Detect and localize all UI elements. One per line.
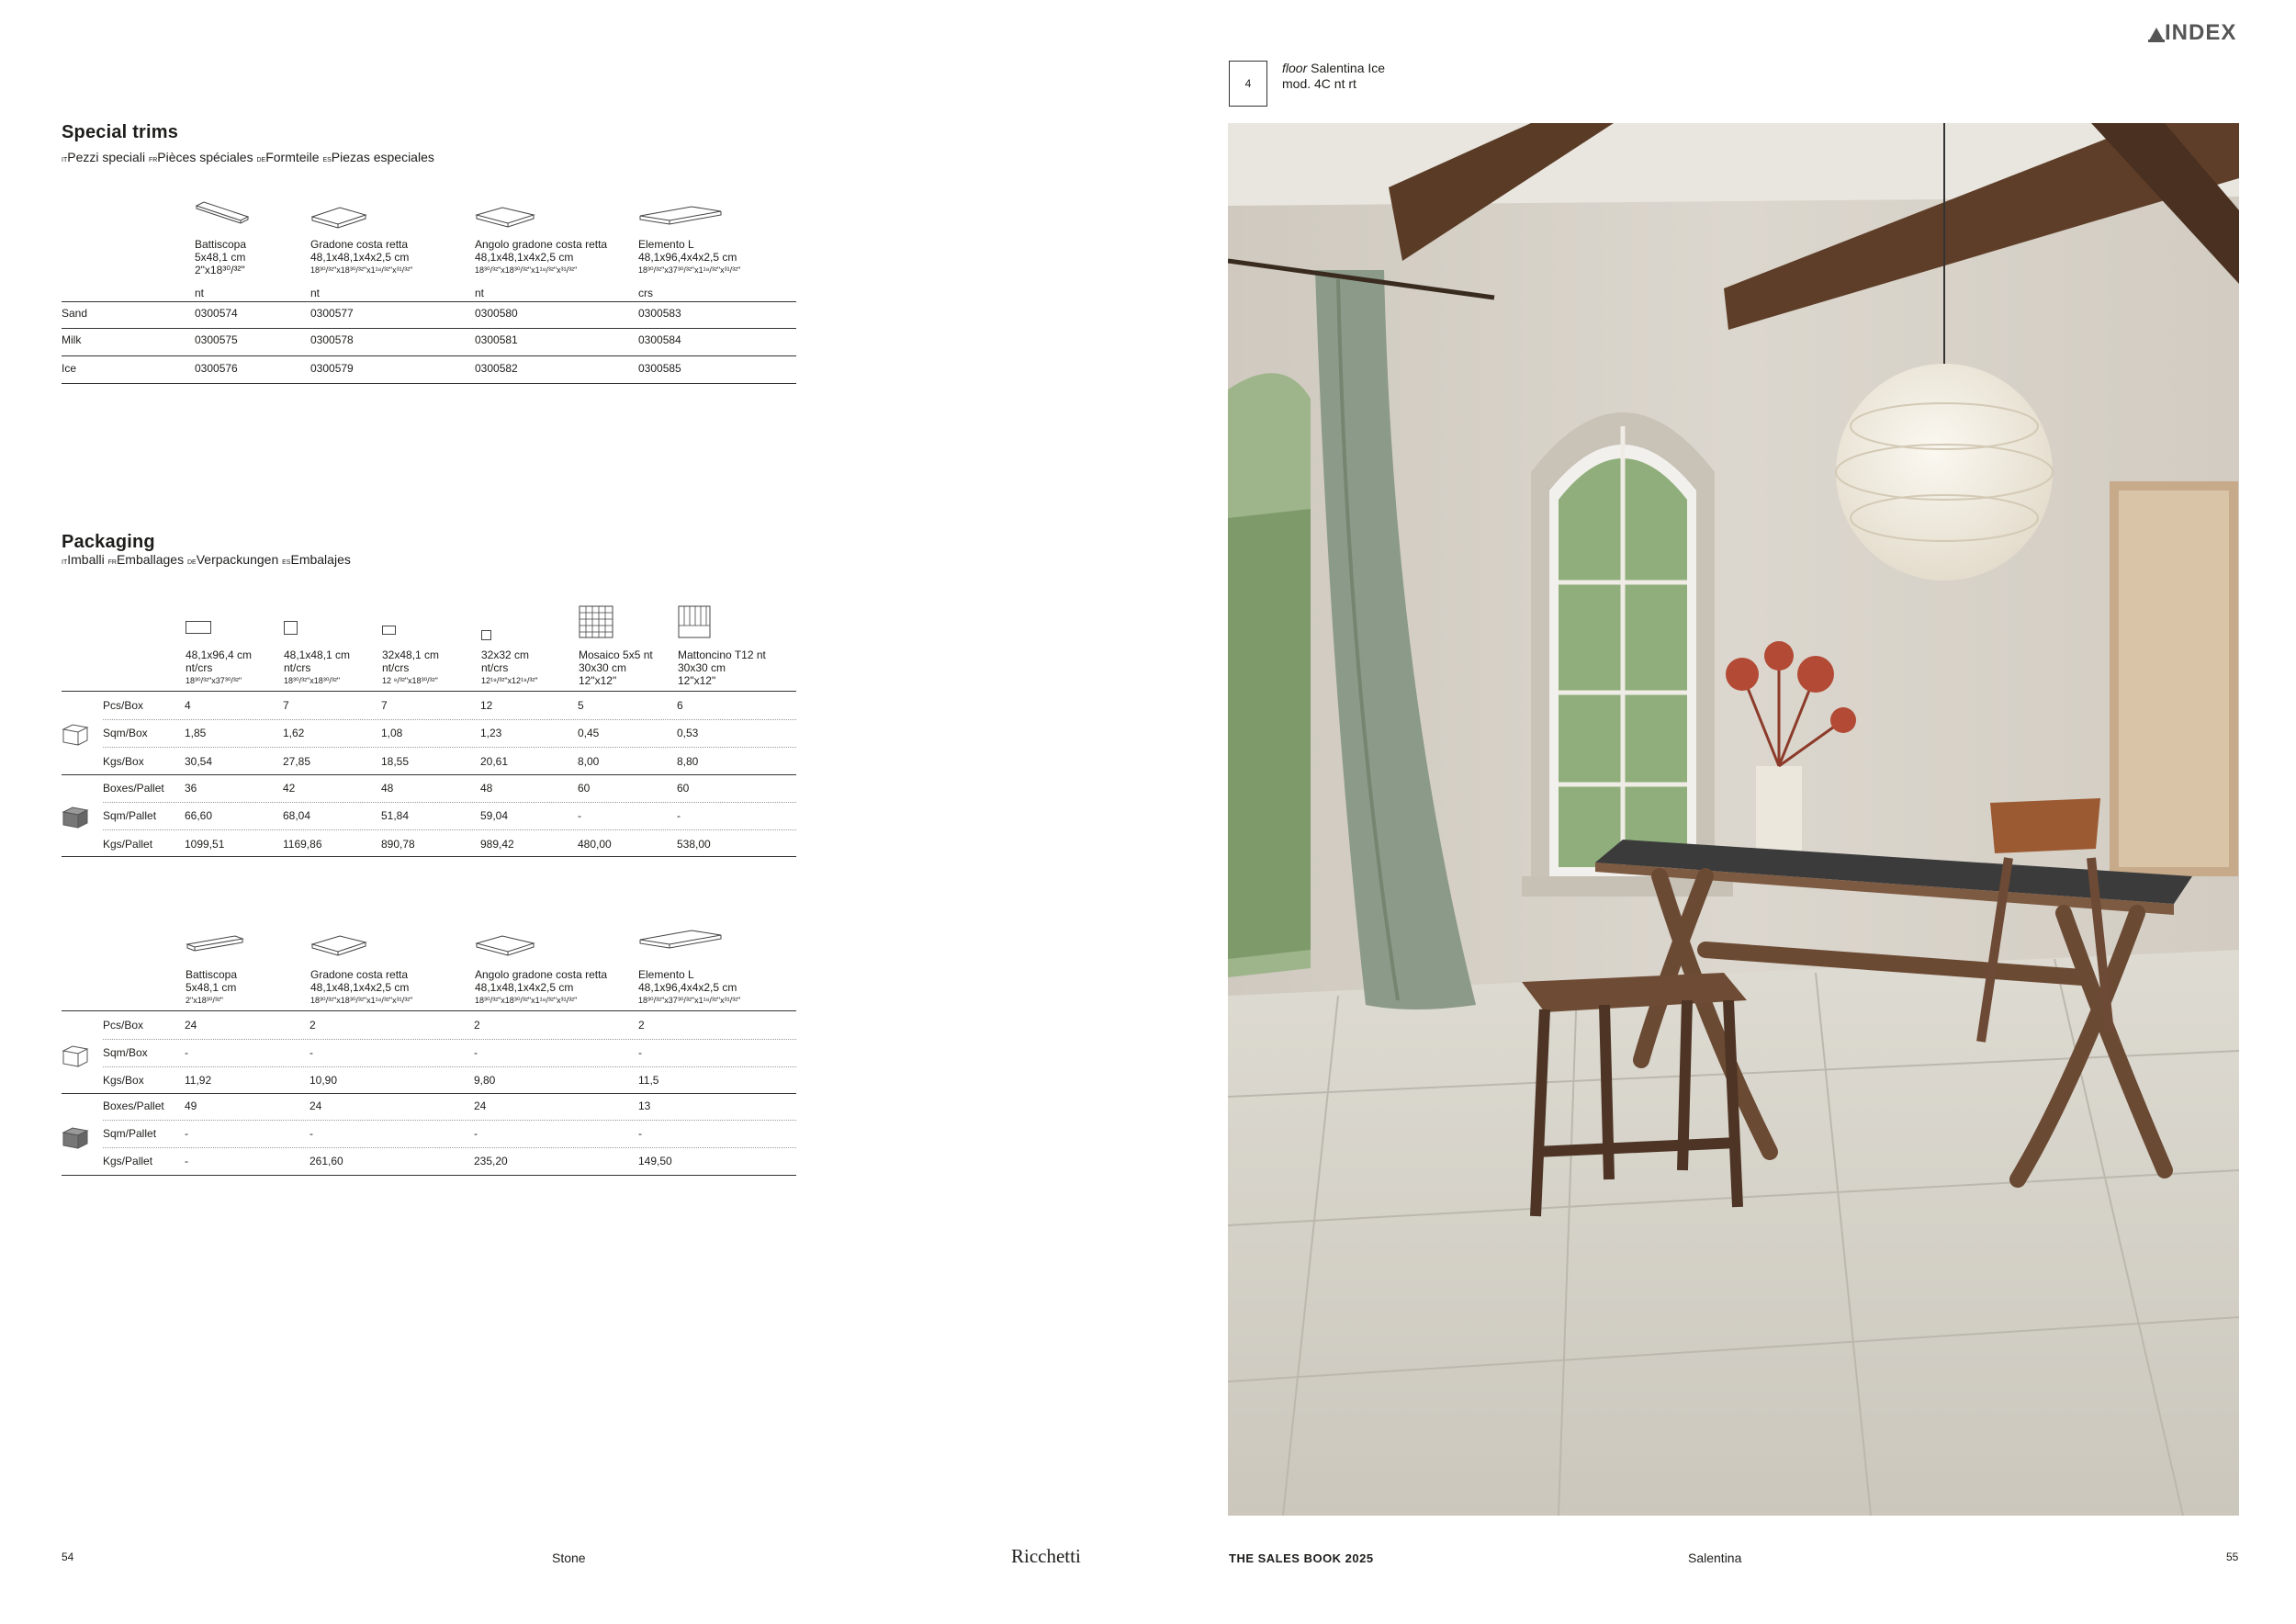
table-rule xyxy=(62,383,796,384)
book-title: THE SALES BOOK 2025 xyxy=(1229,1551,1374,1565)
gradone-icon xyxy=(310,933,367,959)
elemento-l-icon xyxy=(638,928,723,955)
table-row: Milk 0300575 0300578 0300581 0300584 xyxy=(62,333,681,346)
table-row: Sqm/Pallet 66,60 68,04 51,84 59,04 - - xyxy=(103,809,681,822)
photo-caption xyxy=(1282,61,1385,92)
row-divider xyxy=(103,1066,796,1067)
index-link[interactable] xyxy=(2146,20,2243,48)
table-rule xyxy=(62,301,796,302)
format-32x48-icon xyxy=(382,626,396,635)
left-section-name: Stone xyxy=(552,1551,586,1565)
box-icon xyxy=(62,722,89,746)
index-label: INDEX xyxy=(2165,20,2237,45)
table-rule xyxy=(62,1093,796,1094)
angolo-gradone-icon xyxy=(475,933,535,959)
gradone-icon xyxy=(310,204,367,231)
pack-header: 32x48,1 cm nt/crs 12 ⁹/³²"x18³⁰/³²" xyxy=(382,648,440,685)
row-divider xyxy=(103,802,796,803)
trim-finish: nt xyxy=(195,287,205,299)
trim-header-battiscopa: Battiscopa 5x48,1 cm 2"x18³⁰/³²" xyxy=(195,238,247,276)
brand-logo: Ricchetti xyxy=(1011,1545,1081,1567)
interior-photo xyxy=(1228,123,2239,1516)
caption-number-box xyxy=(1229,61,1267,107)
box-icon xyxy=(62,1043,89,1067)
table-row: Sqm/Box 1,85 1,62 1,08 1,23 0,45 0,53 xyxy=(103,727,699,739)
caption-model: mod. 4C nt rt xyxy=(1282,76,1356,91)
left-page-number: 54 xyxy=(62,1551,74,1563)
trim-header-elemento-l: Elemento L 48,1x96,4x4x2,5 cm 18³⁰/³²"x37³⁰/³²"x1¹⁸/³²"x³¹/³²" xyxy=(638,238,741,275)
battiscopa-icon xyxy=(186,933,244,957)
pack-header: 48,1x96,4 cm nt/crs 18³⁰/³²"x37³⁰/³²" xyxy=(186,648,253,685)
pack-header: Mattoncino T12 nt 30x30 cm 12"x12" xyxy=(678,648,766,687)
table-row: Sand 0300574 0300577 0300580 0300583 xyxy=(62,307,681,320)
format-32x32-icon xyxy=(481,630,491,640)
pack-trim-header: Angolo gradone costa retta 48,1x48,1x4x2,5 cm 18³⁰/³²"x18³⁰/³²"x1¹⁸/³²"x³¹/³²" xyxy=(475,968,608,1005)
caption-prefix: floor xyxy=(1282,61,1308,75)
pack-trim-header: Elemento L 48,1x96,4x4x2,5 cm 18³⁰/³²"x37³⁰/³²"x1¹⁸/³²"x³¹/³²" xyxy=(638,968,741,1005)
packaging-subtitle: ITImballi FREmballages DEVerpackungen ESEmbalajes xyxy=(62,552,351,567)
mattoncino-icon xyxy=(678,605,711,638)
trim-finish: nt xyxy=(310,287,321,299)
row-divider xyxy=(103,747,796,748)
row-divider xyxy=(103,1147,796,1148)
table-rule xyxy=(62,774,796,775)
interior-scene-illustration xyxy=(1228,123,2239,1516)
table-row: Sqm/Box - - - - xyxy=(103,1046,642,1059)
packaging-title: Packaging xyxy=(62,532,155,552)
trim-header-gradone: Gradone costa retta 48,1x48,1x4x2,5 cm 18³⁰/³²"x18³⁰/³²"x1¹⁸/³²"x³¹/³²" xyxy=(310,238,413,275)
table-rule xyxy=(62,691,796,692)
table-row: Ice 0300576 0300579 0300582 0300585 xyxy=(62,362,681,375)
row-divider xyxy=(103,1039,796,1040)
table-row: Kgs/Box 30,54 27,85 18,55 20,61 8,00 8,80 xyxy=(103,755,699,768)
trim-finish: nt xyxy=(475,287,485,299)
table-row: Sqm/Pallet - - - - xyxy=(103,1127,642,1140)
angolo-gradone-icon xyxy=(475,204,535,231)
trim-header-angolo: Angolo gradone costa retta 48,1x48,1x4x2,5 cm 18³⁰/³²"x18³⁰/³²"x1¹⁸/³²"x³¹/³²" xyxy=(475,238,608,275)
pallet-icon xyxy=(62,805,89,829)
index-arrow-icon xyxy=(2146,24,2167,44)
mosaico-grid-icon xyxy=(579,605,613,638)
pack-trim-header: Battiscopa 5x48,1 cm 2"x18³⁰/³²" xyxy=(186,968,238,1005)
pallet-icon xyxy=(62,1125,89,1149)
table-rule xyxy=(62,856,796,857)
format-48x48-icon xyxy=(284,621,298,635)
table-row: Boxes/Pallet 36 42 48 48 60 60 xyxy=(103,782,690,795)
special-trims-subtitle: ITPezzi speciali FRPièces spéciales DEFormteile ESPiezas especiales xyxy=(62,150,434,164)
table-rule xyxy=(62,355,796,356)
pack-trim-header: Gradone costa retta 48,1x48,1x4x2,5 cm 18³⁰/³²"x18³⁰/³²"x1¹⁸/³²"x³¹/³²" xyxy=(310,968,413,1005)
row-divider xyxy=(103,1120,796,1121)
pack-header: 48,1x48,1 cm nt/crs 18³⁰/³²"x18³⁰/³²" xyxy=(284,648,351,685)
right-page-number: 55 xyxy=(2226,1551,2239,1563)
caption-number: 4 xyxy=(1244,77,1252,90)
right-section-name: Salentina xyxy=(1688,1551,1742,1565)
battiscopa-icon xyxy=(195,200,250,228)
elemento-l-icon xyxy=(638,204,723,231)
table-row: Kgs/Box 11,92 10,90 9,80 11,5 xyxy=(103,1074,659,1087)
table-rule xyxy=(62,1175,796,1176)
caption-name: Salentina Ice xyxy=(1311,61,1386,75)
format-48x96-icon xyxy=(186,621,211,634)
table-rule xyxy=(62,328,796,329)
table-row: Pcs/Box 4 7 7 12 5 6 xyxy=(103,699,683,712)
table-row: Kgs/Pallet 1099,51 1169,86 890,78 989,42 480,00 538,00 xyxy=(103,838,711,851)
special-trims-title: Special trims xyxy=(62,122,179,142)
table-row: Pcs/Box 24 2 2 2 xyxy=(103,1019,645,1032)
table-row: Kgs/Pallet - 261,60 235,20 149,50 xyxy=(103,1155,672,1167)
pack-header: 32x32 cm nt/crs 12¹⁹/³²"x12¹⁹/³²" xyxy=(481,648,538,685)
pack-header: Mosaico 5x5 nt 30x30 cm 12"x12" xyxy=(579,648,653,687)
trim-finish: crs xyxy=(638,287,653,299)
row-divider xyxy=(103,829,796,830)
table-rule xyxy=(62,1010,796,1011)
table-row: Boxes/Pallet 49 24 24 13 xyxy=(103,1100,651,1112)
row-divider xyxy=(103,719,796,720)
